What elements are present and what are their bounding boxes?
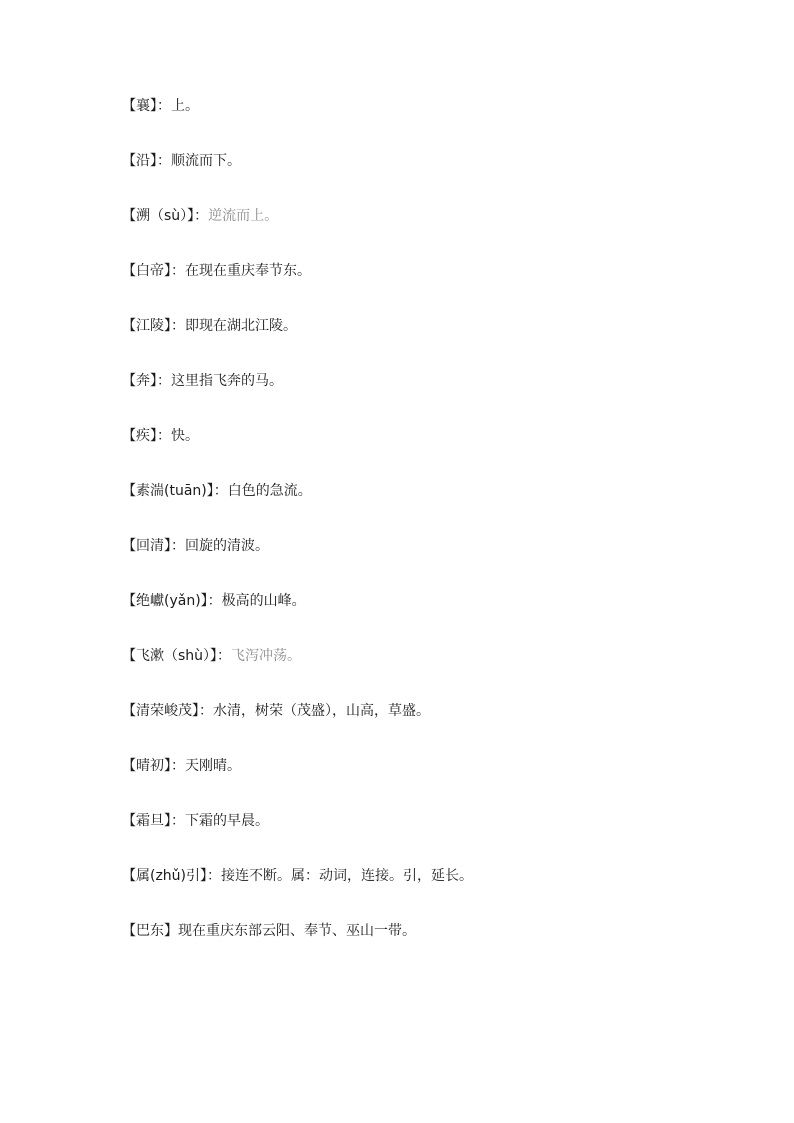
entry-separator: ： (157, 428, 171, 444)
list-item (122, 369, 742, 424)
entry-term: 【白帝】 (122, 263, 171, 279)
entry-term: 【奔】 (122, 373, 157, 389)
list-item (122, 754, 742, 809)
entry-term: 【飞漱（shù）】 (122, 648, 218, 664)
entry-definition: 这里指飞奔的马。 (171, 373, 283, 389)
entry-term: 【溯（sù）】 (122, 208, 195, 224)
list-item (122, 864, 742, 919)
list-item (122, 424, 742, 479)
list-item (122, 149, 742, 204)
entry-definition: 接连不断。属：动词，连接。引，延长。 (221, 868, 474, 884)
list-item (122, 809, 742, 864)
entry-separator: ： (157, 373, 171, 389)
list-item (122, 919, 742, 974)
entry-definition: 即现在湖北江陵。 (185, 318, 297, 334)
entry-separator: ： (171, 318, 185, 334)
list-item (122, 94, 742, 149)
entry-term: 【沿】 (122, 153, 157, 169)
entry-separator: ： (171, 813, 185, 829)
list-item (122, 699, 742, 754)
entry-term: 【回清】 (122, 538, 171, 554)
entry-definition: 现在重庆东部云阳、奉节、巫山一带。 (178, 923, 416, 939)
entry-separator: ： (157, 153, 171, 169)
entry-definition: 水清，树荣（茂盛），山高，草盛。 (213, 703, 430, 719)
entry-definition: 回旋的清波。 (185, 538, 269, 554)
entry-separator: ： (171, 538, 185, 554)
list-item (122, 644, 742, 699)
entry-definition: 快。 (171, 428, 199, 444)
entry-definition: 天刚晴。 (185, 758, 241, 774)
list-item (122, 479, 742, 534)
entry-definition: 极高的山峰。 (221, 593, 306, 609)
entry-separator: ： (171, 758, 185, 774)
entry-separator: ： (213, 483, 228, 499)
entry-term: 【素湍(tuān)】 (122, 483, 214, 499)
entry-term: 【霜旦】 (122, 813, 171, 829)
entry-definition: 下霜的早晨。 (185, 813, 269, 829)
entry-definition: 白色的急流。 (227, 483, 312, 499)
entry-separator: ： (207, 593, 222, 609)
entry-separator: ： (207, 868, 222, 884)
list-item (122, 314, 742, 369)
entry-separator: ： (217, 648, 232, 664)
list-item (122, 589, 742, 644)
list-item (122, 534, 742, 589)
list-item (122, 259, 742, 314)
annotation-list (122, 94, 742, 974)
entry-definition: 上。 (171, 98, 199, 114)
entry-term: 【晴初】 (122, 758, 171, 774)
entry-term: 【清荣峻茂】 (122, 703, 199, 719)
entry-definition: 在现在重庆奉节东。 (185, 263, 311, 279)
entry-separator: ： (157, 98, 171, 114)
entry-separator: ： (194, 208, 209, 224)
entry-definition: 逆流而上。 (208, 208, 279, 224)
list-item (122, 204, 742, 259)
entry-term: 【巴东】 (122, 923, 178, 939)
entry-term: 【江陵】 (122, 318, 171, 334)
entry-term: 【属(zhǔ)引】 (122, 868, 208, 884)
entry-separator: ： (199, 703, 213, 719)
entry-term: 【绝巘(yǎn)】 (122, 593, 208, 609)
entry-separator: ： (171, 263, 185, 279)
entry-term: 【襄】 (122, 98, 157, 114)
entry-term: 【疾】 (122, 428, 157, 444)
entry-definition: 飞泻冲荡。 (231, 648, 302, 664)
entry-definition: 顺流而下。 (171, 153, 241, 169)
